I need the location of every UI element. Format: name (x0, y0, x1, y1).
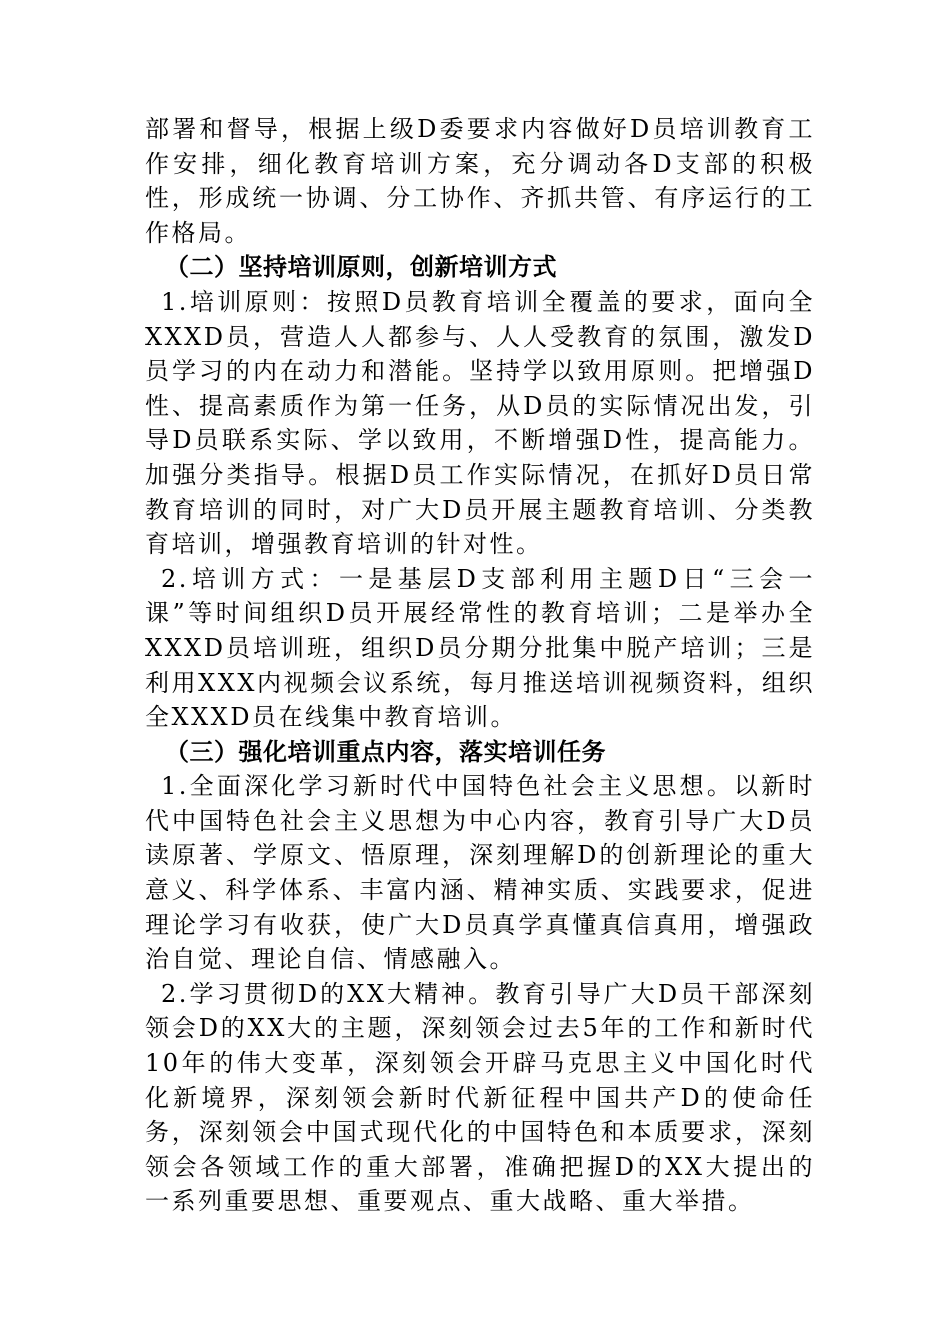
paragraph-training-methods: 2.培训方式：一是基层D支部利用主题D日“三会一课”等时间组织D员开展经常性的教育培训；二是举办全XXXD员培训班，组织D员分期分批集中脱产培训；三是利用XXX内视频会议系统，每月推送培训视频资料，组织全XXXD员在线集中教育培训。 (145, 564, 815, 732)
paragraph-study-congress: 2.学习贯彻D的XX大精神。教育引导广大D员干部深刻领会D的XX大的主题，深刻领会过去5年的工作和新时代10年的伟大变革，深刻领会开辟马克思主义中国化时代化新境界，深刻领会新时代新征程中国共产D的使命任务，深刻领会中国式现代化的中国特色和本质要求，深刻领会各领域工作的重大部署，准确把握D的XX大提出的一系列重要思想、重要观点、重大战略、重大举措。 (145, 979, 815, 1216)
section-heading-2: （二）坚持培训原则，创新培训方式 (165, 253, 557, 282)
section-heading-3: （三）强化培训重点内容，落实培训任务 (165, 737, 606, 766)
paragraph-study-thought: 1.全面深化学习新时代中国特色社会主义思想。以新时代中国特色社会主义思想为中心内容，教育引导广大D员读原著、学原文、悟原理，深刻理解D的创新理论的重大意义、科学体系、丰富内涵、精神实质、实践要求，促进理论学习有收获，使广大D员真学真懂真信真用，增强政治自觉、理论自信、情感融入。 (145, 772, 815, 974)
document-page (145, 112, 815, 1219)
paragraph-continuation: 部署和督导，根据上级D委要求内容做好D员培训教育工作安排，细化教育培训方案，充分调动各D支部的积极性，形成统一协调、分工协作、齐抓共管、有序运行的工作格局。 (145, 115, 815, 247)
paragraph-training-principles: 1.培训原则：按照D员教育培训全覆盖的要求，面向全XXXD员，营造人人都参与、人人受教育的氛围，激发D员学习的内在动力和潜能。坚持学以致用原则。把增强D性、提高素质作为第一任务，从D员的实际情况出发，引导D员联系实际、学以致用，不断增强D性，提高能力。加强分类指导。根据D员工作实际情况，在抓好D员日常教育培训的同时，对广大D员开展主题教育培训、分类教育培训，增强教育培训的针对性。 (145, 287, 815, 559)
